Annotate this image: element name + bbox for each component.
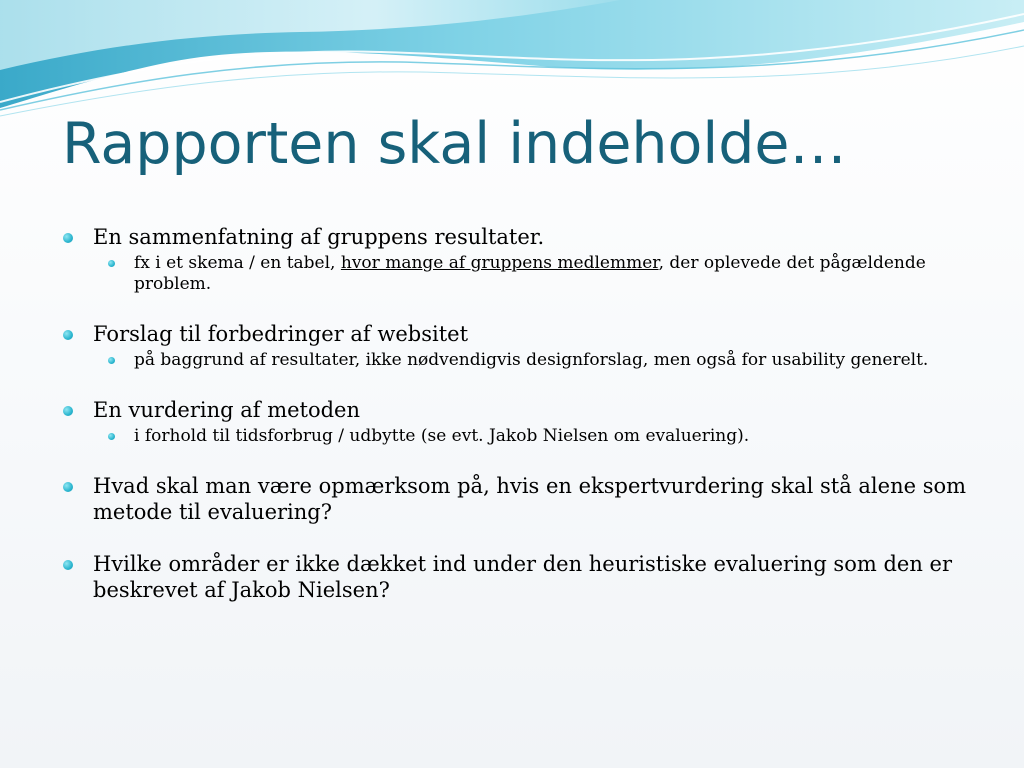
bullet-text: En sammenfatning af gruppens resultater.	[93, 225, 545, 249]
bullet-item-heuristic-coverage-question	[62, 551, 972, 603]
bullet-list	[62, 224, 972, 629]
bullet-dot-icon	[63, 233, 73, 243]
bullet-text: Forslag til forbedringer af websitet	[93, 322, 469, 346]
sub-bullet-text: i forhold til tidsforbrug / udbytte (se evt. Jakob Nielsen om evaluering).	[134, 426, 750, 446]
sub-bullet-text-after: , der oplevede det pågældende problem.	[134, 253, 926, 294]
bullet-dot-icon	[63, 330, 73, 340]
bullet-text: Hvad skal man være opmærksom på, hvis en ekspertvurdering skal stå alene som metode til evaluering?	[93, 474, 967, 524]
sub-bullet-item	[93, 426, 972, 447]
bullet-item-summary	[62, 224, 972, 295]
sub-bullet-item	[93, 350, 972, 371]
bullet-item-expert-review-question	[62, 473, 972, 525]
bullet-dot-icon	[63, 406, 73, 416]
underlined-phrase: hvor mange af gruppens medlemmer	[340, 253, 659, 273]
sub-bullet-item	[93, 253, 972, 295]
sub-bullet-dot-icon	[108, 433, 115, 440]
sub-bullet-dot-icon	[108, 260, 115, 267]
bullet-dot-icon	[63, 560, 73, 570]
sub-bullet-dot-icon	[108, 357, 115, 364]
sub-bullet-text-before: fx i et skema / en tabel,	[134, 253, 341, 273]
bullet-item-method-evaluation	[62, 397, 972, 447]
bullet-text: Hvilke områder er ikke dækket ind under den heuristiske evaluering som den er beskrevet af Jakob Nielsen?	[93, 552, 952, 602]
slide-title: Rapporten skal indeholde…	[62, 111, 847, 177]
bullet-item-improvements	[62, 321, 972, 371]
bullet-text: En vurdering af metoden	[93, 398, 361, 422]
bullet-dot-icon	[63, 482, 73, 492]
sub-bullet-text: på baggrund af resultater, ikke nødvendigvis designforslag, men også for usability generelt.	[134, 350, 929, 370]
